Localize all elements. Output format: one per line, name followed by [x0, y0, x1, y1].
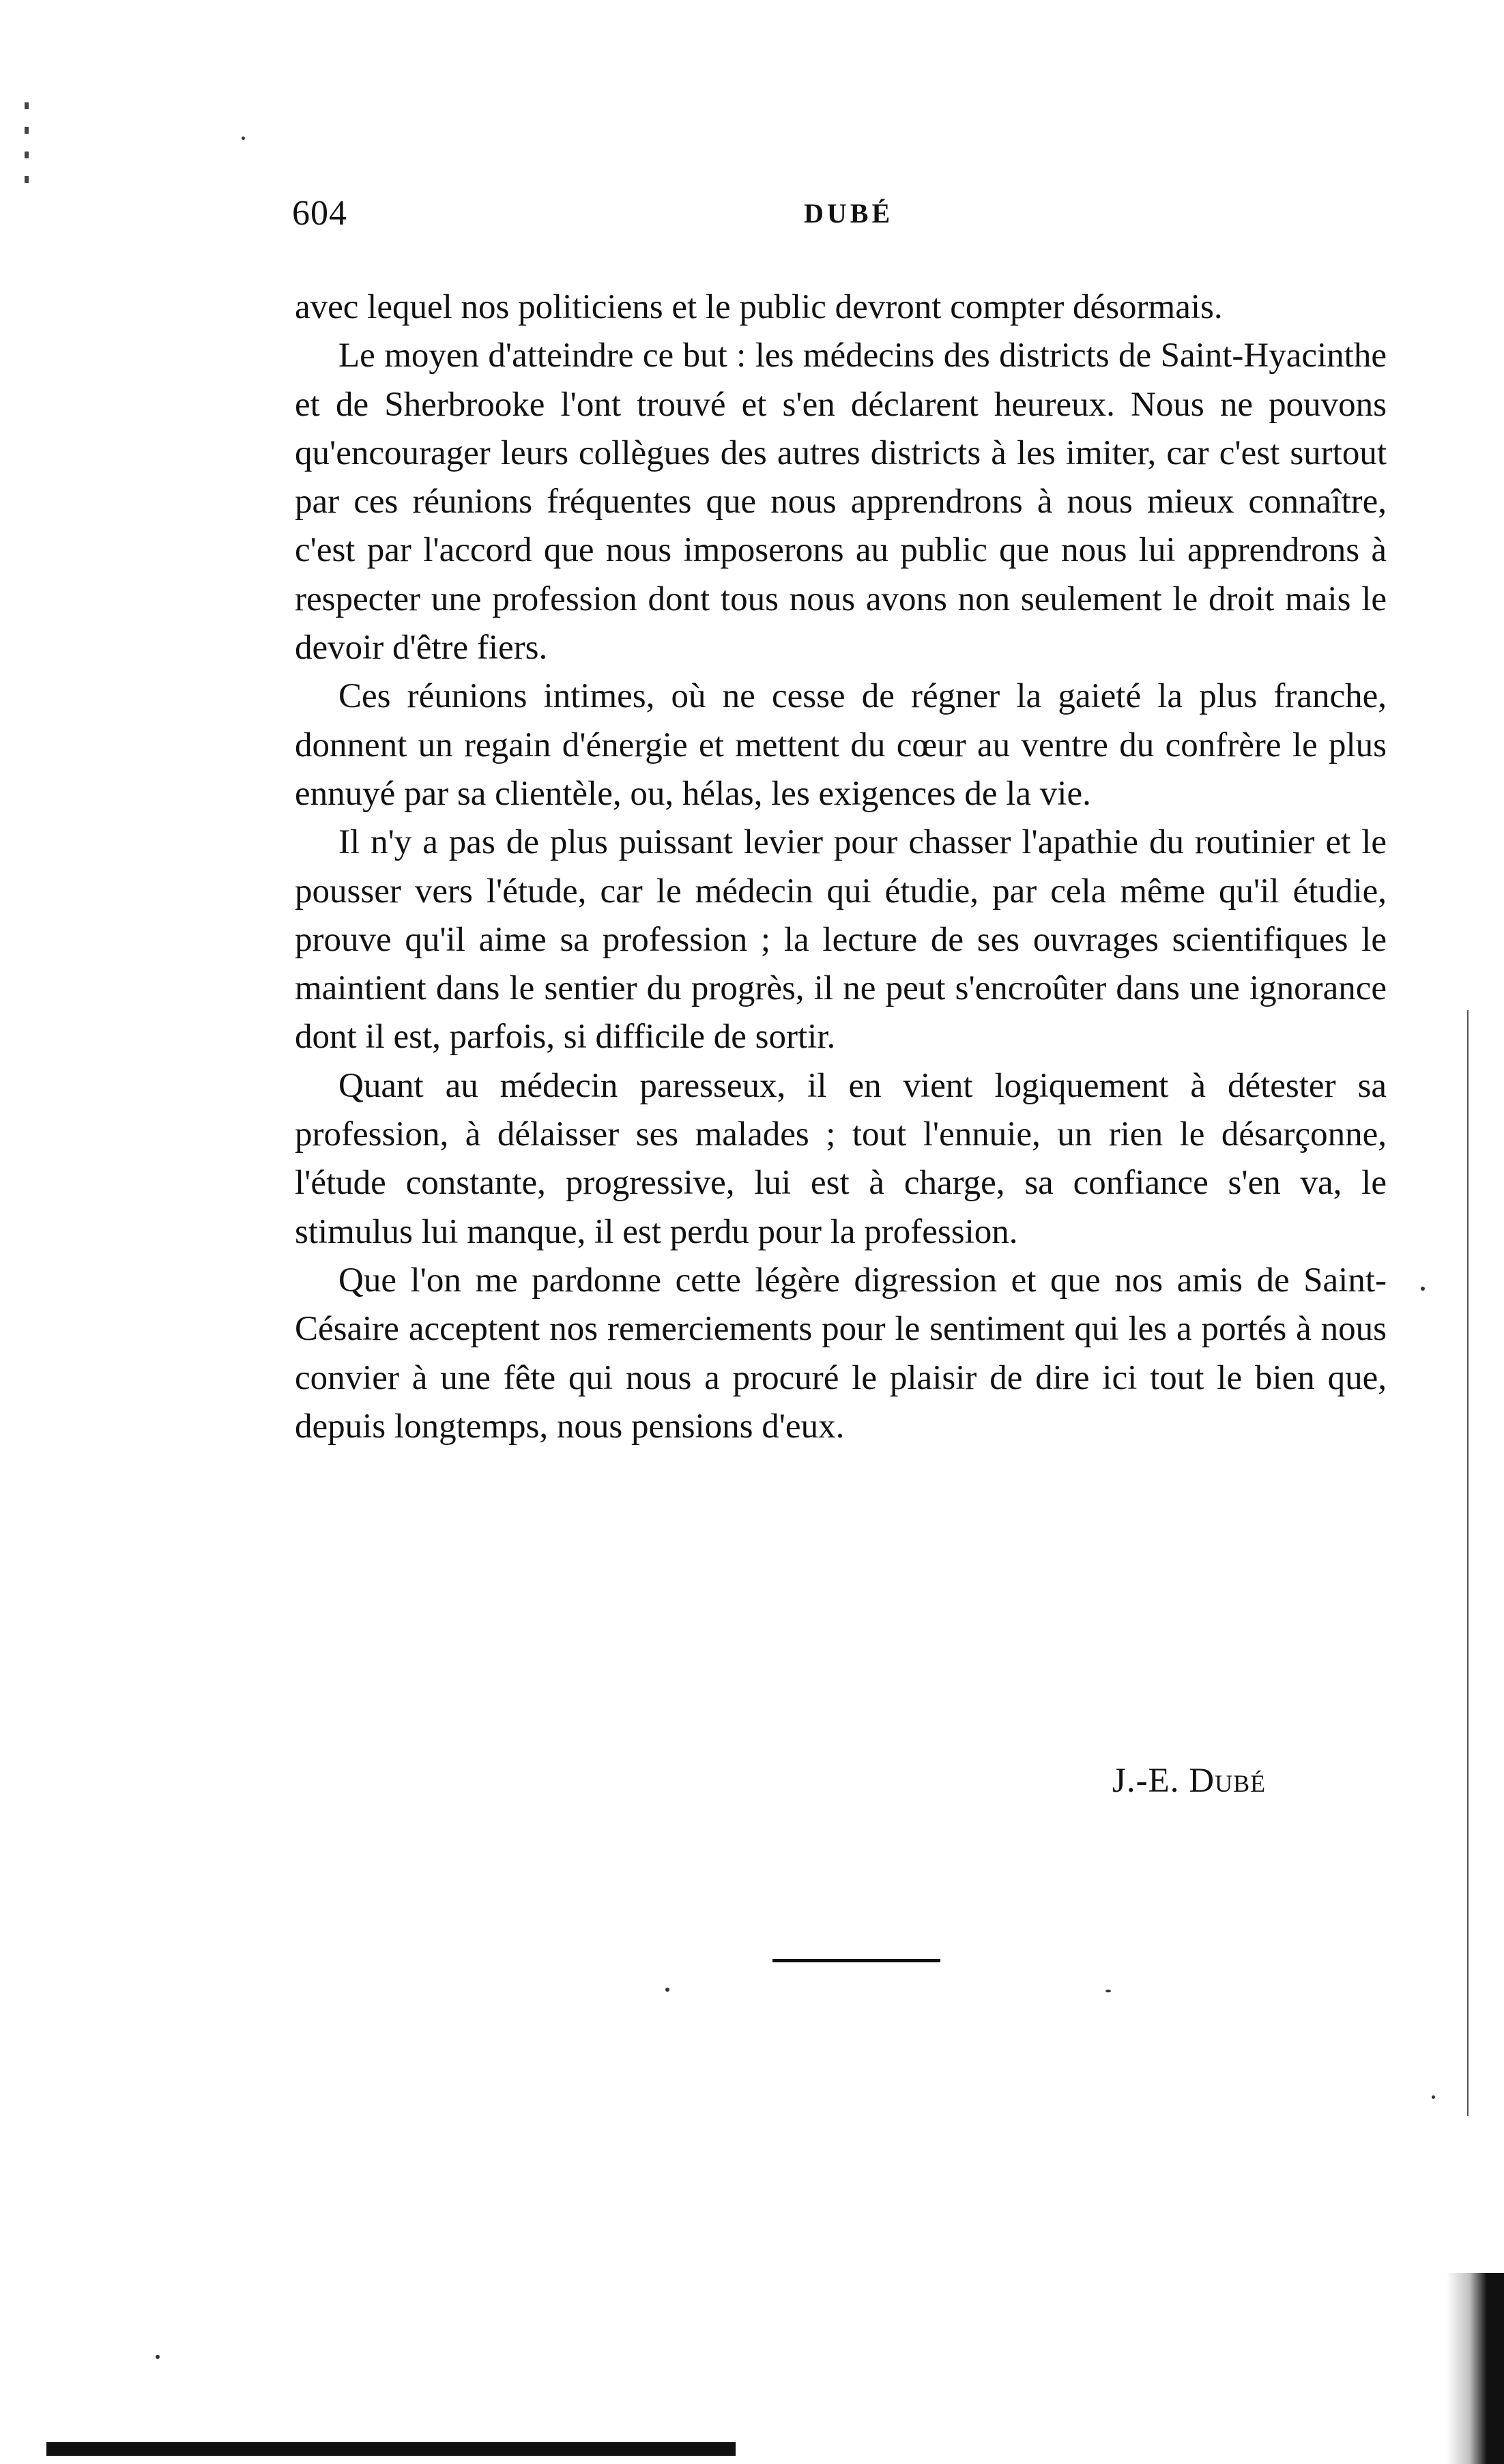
paragraph: Que l'on me pardonne cette légère digression et que nos amis de Saint-Césaire acceptent nos remerciements pour le sentiment qui les a portés à nous convier à une fête qui nous a procuré le plaisir de dire ici tout le bien que, depuis longtemps, nous pensions d'eux.	[295, 1261, 1387, 1446]
scan-speck	[242, 137, 245, 140]
running-title: DUBÉ	[804, 198, 894, 229]
paragraph: Le moyen d'atteindre ce but : les médecins des districts de Saint-Hyacinthe et de Sherbrooke l'ont trouvé et s'en déclarent heureux. Nous ne pouvons qu'encourager leurs collègues des autres districts à les imiter, car c'est surtout par ces réunions fréquentes que nous apprendrons à nous mieux connaître, c'est par l'accord que nous imposerons au public que nous lui apprendrons à respecter une profession dont tous nous avons non seulement le droit mais le devoir d'être fiers.	[295, 336, 1387, 668]
scan-bottom-bar	[46, 2442, 736, 2456]
scan-edge-line	[1467, 1010, 1469, 2116]
paragraph: Il n'y a pas de plus puissant levier pour chasser l'apathie du routinier et le pousser vers l'étude, car le médecin qui étudie, par cela même qu'il étudie, prouve qu'il aime sa profession ; la lecture de ses ouvrages scientifiques le maintient dans le sentier du progrès, il ne peut s'encroûter dans une ignorance dont il est, parfois, si difficile de sortir.	[295, 823, 1387, 1057]
signature-surname: Dubé	[1189, 1762, 1267, 1800]
end-rule	[772, 1959, 940, 1962]
paragraph-continuation: avec lequel nos politiciens et le public devront compter désormais.	[295, 288, 1223, 326]
signature-initials: J.-E.	[1112, 1762, 1180, 1800]
scan-speck	[156, 2355, 160, 2359]
scan-speck	[665, 1988, 669, 1992]
scan-margin-marks	[25, 102, 29, 198]
page-number: 604	[292, 194, 347, 233]
scan-speck	[1421, 1287, 1425, 1291]
author-signature	[1112, 1761, 1266, 1801]
scan-speck	[1432, 2095, 1435, 2099]
paragraph: Ces réunions intimes, où ne cesse de régner la gaieté la plus franche, donnent un regain d'énergie et mettent du cœur au ventre du confrère le plus ennuyé par sa clientèle, ou, hélas, les exigences de la vie.	[295, 677, 1387, 813]
paragraph: Quant au médecin paresseux, il en vient logiquement à détester sa profession, à délaisser ses malades ; tout l'ennuie, un rien le désarçonne, l'étude constante, progressive, lui est à charge, sa confiance s'en va, le stimulus lui manque, il est perdu pour la profession.	[295, 1066, 1387, 1251]
scan-speck	[1105, 1990, 1111, 1992]
body-text	[295, 283, 1387, 1451]
scan-edge-shadow	[1447, 2273, 1504, 2464]
running-head	[292, 193, 1384, 248]
